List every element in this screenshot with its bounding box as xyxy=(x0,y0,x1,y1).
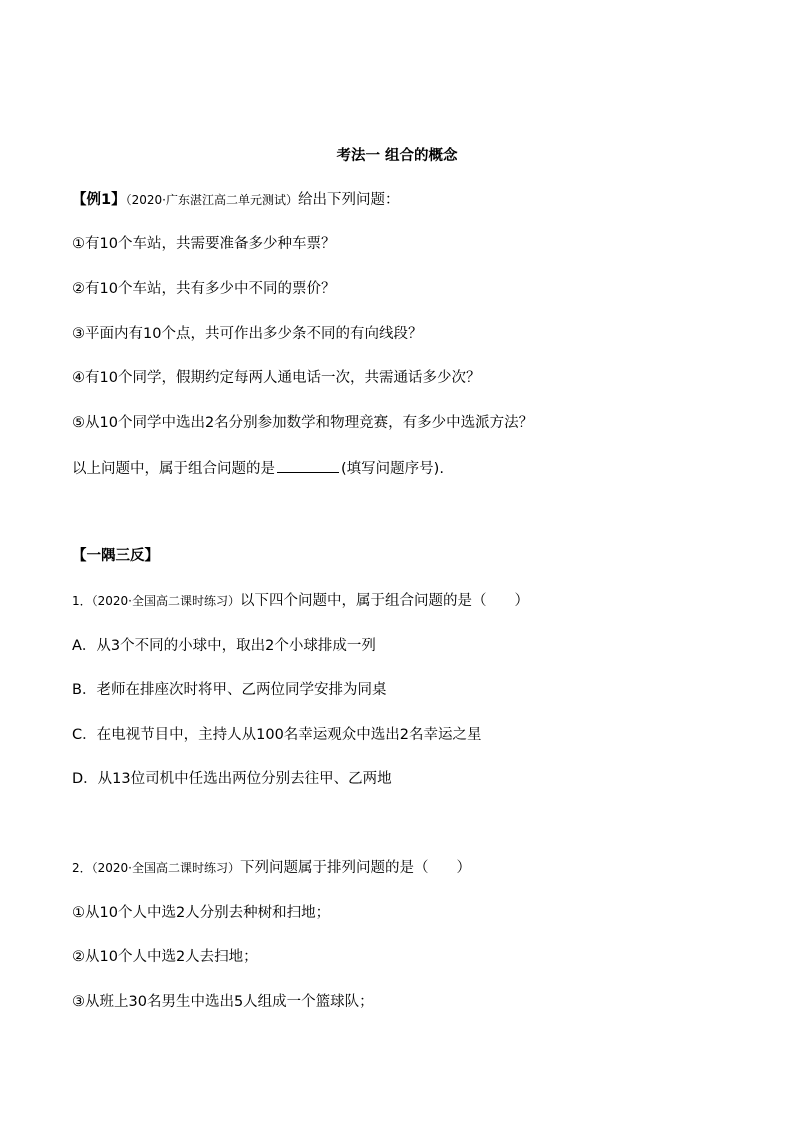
q2-source: （2020·全国高二课时练习） xyxy=(91,861,240,875)
example1-item-5: ⑤从10个同学中选出2名分别参加数学和物理竞赛，有多少中选派方法？ xyxy=(72,415,534,431)
example1-question xyxy=(72,458,444,479)
q1-source: （2020·全国高二课时练习） xyxy=(91,594,240,608)
page-title: 考法一 组合的概念 xyxy=(336,148,458,164)
q1-option-a: A．从3个不同的小球中，取出2个小球排成一列 xyxy=(72,638,376,654)
example1-header xyxy=(72,190,399,210)
q2-stem-close: ） xyxy=(456,860,471,876)
example1-question-hint: (填写问题序号). xyxy=(341,461,444,477)
q2-item-3: ③从班上30名男生中选出5人组成一个篮球队； xyxy=(72,994,374,1010)
q1-stem: 以下四个问题中，属于组合问题的是（ xyxy=(240,593,487,609)
section-heading: 【一隅三反】 xyxy=(72,548,159,564)
q2-item-1: ①从10个人中选2人分别去种树和扫地； xyxy=(72,905,331,921)
answer-blank xyxy=(277,458,339,473)
q2-item-2: ②从10个人中选2人去扫地； xyxy=(72,949,258,965)
example1-stem: 给出下列问题： xyxy=(297,192,400,208)
q1-header xyxy=(72,591,529,611)
q1-number: 1． xyxy=(72,594,92,608)
q1-option-b: B．老师在排座次时将甲、乙两位同学安排为同桌 xyxy=(72,682,387,698)
example1-item-3: ③平面内有10个点，共可作出多少条不同的有向线段？ xyxy=(72,326,423,342)
q2-stem: 下列问题属于排列问题的是（ xyxy=(240,860,429,876)
example1-question-text: 以上问题中，属于组合问题的是 xyxy=(72,461,275,477)
q1-option-d: D．从13位司机中任选出两位分别去往甲、乙两地 xyxy=(72,771,392,787)
example1-item-1: ①有10个车站，共需要准备多少种车票？ xyxy=(72,236,336,252)
q1-stem-close: ） xyxy=(514,593,529,609)
q2-number: 2． xyxy=(72,861,92,875)
example1-label: 【例1】 xyxy=(72,192,126,208)
example1-source: （2020·广东湛江高二单元测试） xyxy=(125,193,298,207)
q2-header xyxy=(72,858,471,878)
q1-option-c: C．在电视节目中，主持人从100名幸运观众中选出2名幸运之星 xyxy=(72,727,482,743)
example1-item-4: ④有10个同学，假期约定每两人通电话一次，共需通话多少次？ xyxy=(72,370,481,386)
example1-item-2: ②有10个车站，共有多少中不同的票价？ xyxy=(72,281,336,297)
